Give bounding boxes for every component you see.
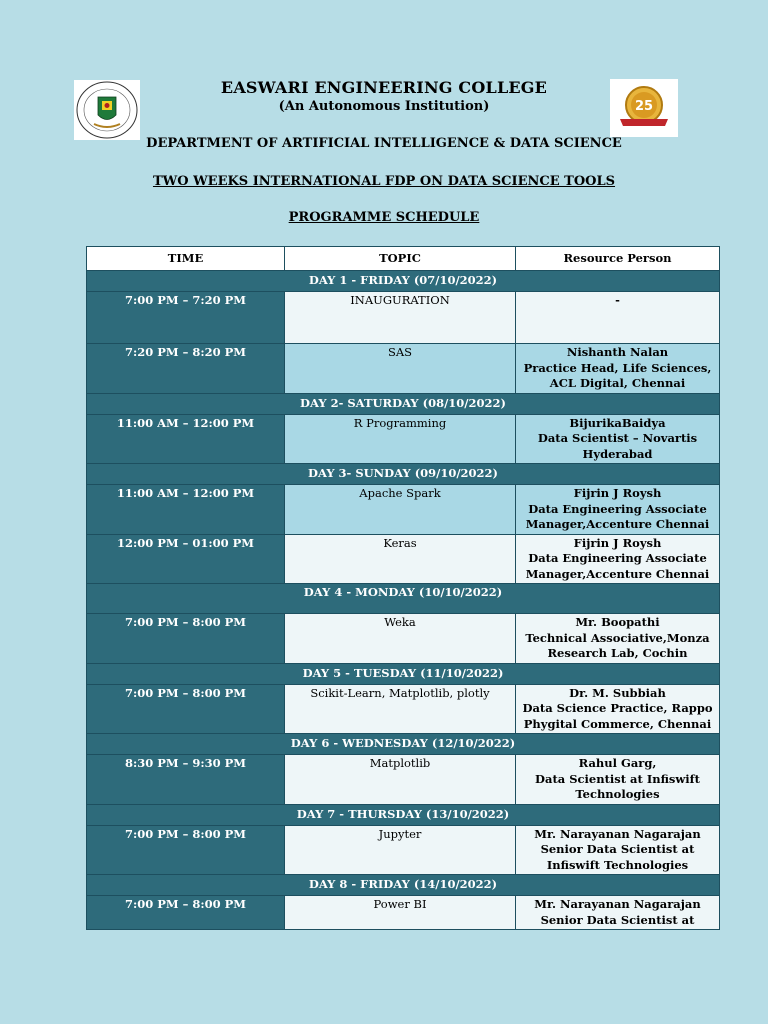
resource-line: Nishanth Nalan bbox=[566, 345, 669, 359]
session-resource bbox=[516, 534, 720, 584]
resource-line: Research Lab, Cochin bbox=[547, 646, 688, 660]
session-row bbox=[87, 292, 720, 344]
session-row bbox=[87, 684, 720, 734]
session-topic: INAUGURATION bbox=[285, 292, 516, 344]
session-topic: Weka bbox=[285, 614, 516, 664]
resource-line: Data Engineering Associate bbox=[528, 551, 707, 565]
college-name: EASWARI ENGINEERING COLLEGE bbox=[220, 78, 548, 97]
resource-line: Mr. Narayanan Nagarajan bbox=[534, 897, 701, 911]
session-topic: Apache Spark bbox=[285, 485, 516, 535]
schedule-table bbox=[86, 246, 720, 930]
resource-line: Infiswift Technologies bbox=[546, 857, 689, 872]
session-resource bbox=[516, 485, 720, 535]
resource-line: Hyderabad bbox=[582, 446, 653, 461]
resource-line: Rahul Garg, bbox=[578, 756, 657, 770]
day-label: DAY 1 - FRIDAY (07/10/2022) bbox=[87, 271, 720, 292]
day-label: DAY 8 - FRIDAY (14/10/2022) bbox=[87, 875, 720, 896]
anniversary-number: 25 bbox=[634, 99, 654, 114]
resource-line: Technologies bbox=[575, 787, 660, 801]
resource-line: Phygital Commerce, Chennai bbox=[523, 716, 712, 731]
day-label: DAY 5 - TUESDAY (11/10/2022) bbox=[87, 663, 720, 684]
resource-line: Senior Data Scientist at bbox=[540, 842, 695, 856]
day-row bbox=[87, 584, 720, 614]
session-time: 7:00 PM – 8:00 PM bbox=[87, 684, 285, 734]
session-resource bbox=[516, 344, 720, 394]
topic-header: TOPIC bbox=[285, 247, 516, 271]
day-row bbox=[87, 393, 720, 414]
resource-line: Data Scientist at Infiswift bbox=[535, 771, 700, 786]
day-label: DAY 4 - MONDAY (10/10/2022) bbox=[87, 584, 720, 614]
session-resource bbox=[516, 684, 720, 734]
programme-schedule-title: PROGRAMME SCHEDULE bbox=[288, 210, 480, 225]
session-time: 11:00 AM – 12:00 PM bbox=[87, 414, 285, 464]
session-row bbox=[87, 344, 720, 394]
resource-line: Fijrin J Roysh bbox=[573, 486, 662, 500]
session-topic: R Programming bbox=[285, 414, 516, 464]
session-row bbox=[87, 534, 720, 584]
resource-line: Mr. Boopathi bbox=[575, 615, 660, 629]
resource-line: Manager,Accenture Chennai bbox=[525, 517, 710, 531]
resource-header: Resource Person bbox=[516, 247, 720, 271]
day-row bbox=[87, 875, 720, 896]
resource-line: Data Engineering Associate bbox=[528, 501, 707, 516]
resource-line: - bbox=[615, 293, 620, 307]
resource-line: Dr. M. Subbiah bbox=[569, 685, 666, 700]
session-time: 12:00 PM – 01:00 PM bbox=[87, 534, 285, 584]
day-label: DAY 3- SUNDAY (09/10/2022) bbox=[87, 464, 720, 485]
resource-line: Data Science Practice, Rappo bbox=[522, 701, 713, 715]
session-time: 7:20 PM – 8:20 PM bbox=[87, 344, 285, 394]
resource-line: Manager,Accenture Chennai bbox=[525, 566, 710, 581]
session-row bbox=[87, 414, 720, 464]
session-row bbox=[87, 896, 720, 930]
day-row bbox=[87, 271, 720, 292]
resource-line: Fijrin J Roysh bbox=[573, 535, 662, 550]
autonomous-subtitle: (An Autonomous Institution) bbox=[278, 99, 490, 114]
resource-line: BijurikaBaidya bbox=[569, 415, 666, 430]
session-topic: Jupyter bbox=[285, 825, 516, 875]
session-row bbox=[87, 755, 720, 805]
day-row bbox=[87, 663, 720, 684]
session-time: 7:00 PM – 7:20 PM bbox=[87, 292, 285, 344]
session-time: 7:00 PM – 8:00 PM bbox=[87, 896, 285, 930]
time-header: TIME bbox=[87, 247, 285, 271]
resource-line: Practice Head, Life Sciences, bbox=[523, 360, 712, 375]
session-resource bbox=[516, 414, 720, 464]
day-label: DAY 2- SATURDAY (08/10/2022) bbox=[87, 393, 720, 414]
session-time: 11:00 AM – 12:00 PM bbox=[87, 485, 285, 535]
resource-line: Data Scientist – Novartis bbox=[537, 431, 698, 445]
day-row bbox=[87, 804, 720, 825]
session-topic: Matplotlib bbox=[285, 755, 516, 805]
day-row bbox=[87, 734, 720, 755]
session-resource bbox=[516, 896, 720, 930]
session-time: 8:30 PM – 9:30 PM bbox=[87, 755, 285, 805]
session-resource bbox=[516, 755, 720, 805]
resource-line: Technical Associative,Monza bbox=[525, 630, 710, 645]
session-resource bbox=[516, 614, 720, 664]
session-topic: Power BI bbox=[285, 896, 516, 930]
fdp-title: TWO WEEKS INTERNATIONAL FDP ON DATA SCIENCE TOOLS bbox=[152, 174, 616, 189]
session-topic: Scikit-Learn, Matplotlib, plotly bbox=[285, 684, 516, 734]
table-header-row bbox=[87, 247, 720, 271]
session-row bbox=[87, 485, 720, 535]
department-title: DEPARTMENT OF ARTIFICIAL INTELLIGENCE & DATA SCIENCE bbox=[146, 136, 622, 151]
session-row bbox=[87, 825, 720, 875]
session-time: 7:00 PM – 8:00 PM bbox=[87, 614, 285, 664]
session-topic: SAS bbox=[285, 344, 516, 394]
session-row bbox=[87, 614, 720, 664]
resource-line: Mr. Narayanan Nagarajan bbox=[534, 826, 701, 841]
day-label: DAY 6 - WEDNESDAY (12/10/2022) bbox=[87, 734, 720, 755]
session-topic: Keras bbox=[285, 534, 516, 584]
resource-line: ACL Digital, Chennai bbox=[549, 376, 686, 390]
resource-line: Senior Data Scientist at bbox=[540, 912, 695, 927]
day-label: DAY 7 - THURSDAY (13/10/2022) bbox=[87, 804, 720, 825]
session-resource bbox=[516, 292, 720, 344]
session-resource bbox=[516, 825, 720, 875]
session-time: 7:00 PM – 8:00 PM bbox=[87, 825, 285, 875]
day-row bbox=[87, 464, 720, 485]
